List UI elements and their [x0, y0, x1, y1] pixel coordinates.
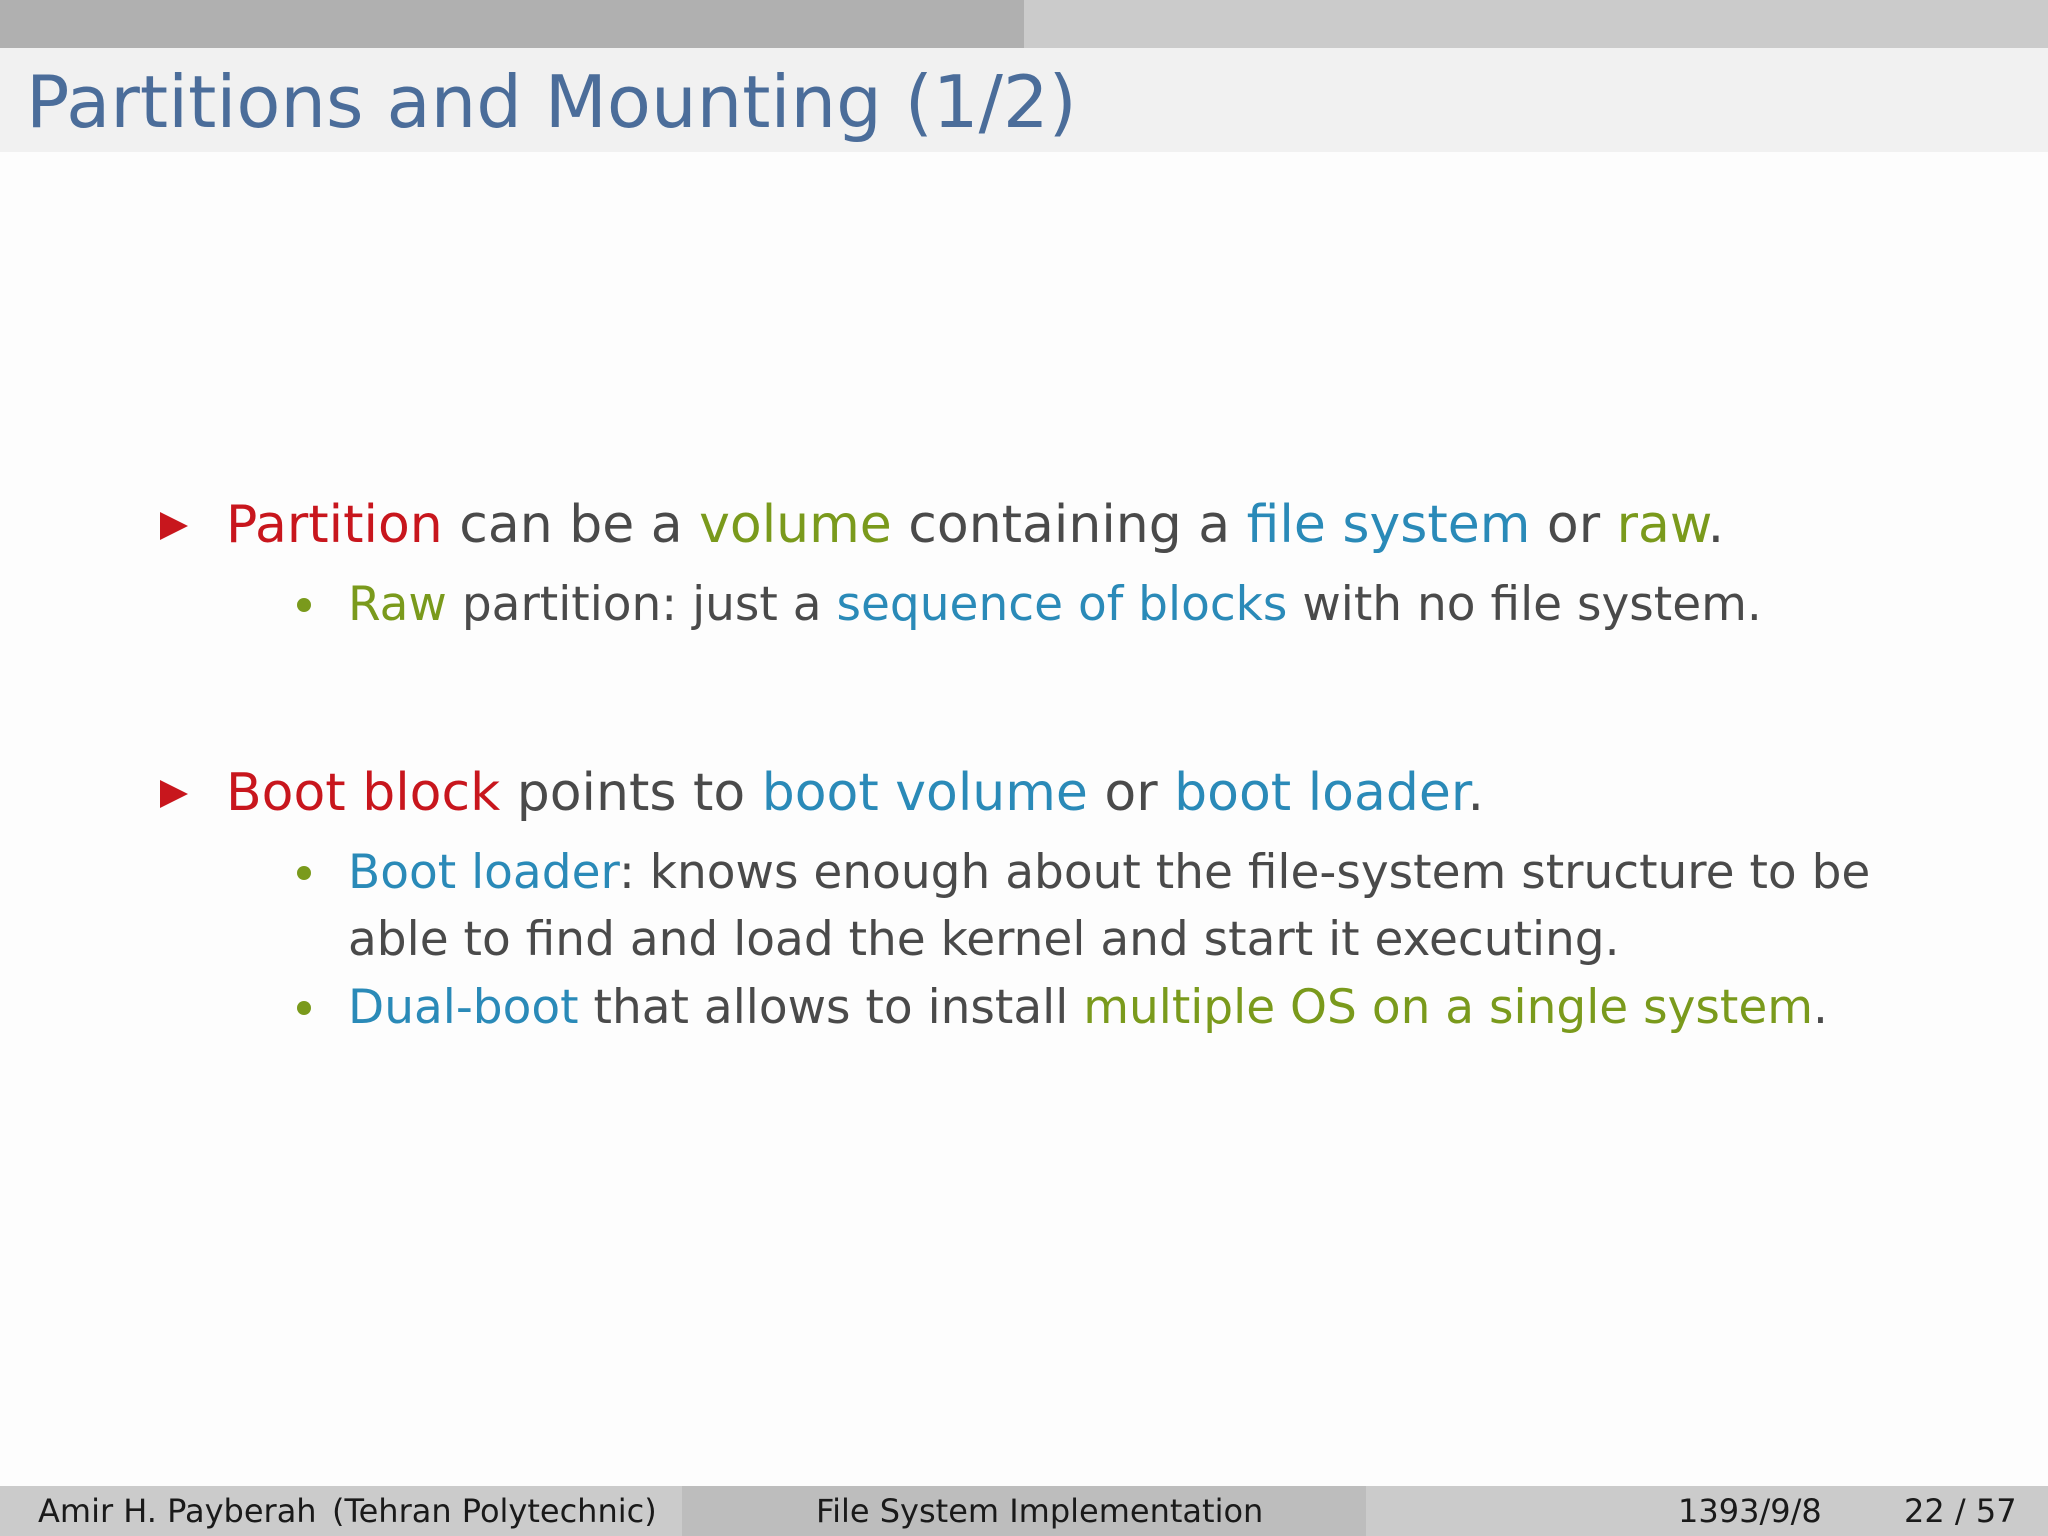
triangle-bullet-icon [160, 512, 188, 540]
bullet-partition [226, 490, 1724, 560]
bullet-text: with no file system. [1287, 577, 1762, 632]
term-boot-loader: Boot loader [348, 845, 619, 900]
bullet-text: or [1087, 763, 1175, 823]
term-sequence-of-blocks: sequence of blocks [836, 577, 1288, 632]
page-title: Partitions and Mounting (1/2) [26, 60, 1077, 144]
term-raw: raw [1616, 495, 1708, 555]
sub-bullet-dual-boot [348, 976, 1828, 1040]
footer-author: Amir H. Payberah [38, 1492, 317, 1530]
bullet-text: points to [500, 763, 762, 823]
bullet-text: . [1467, 763, 1484, 823]
term-boot-volume: boot volume [761, 763, 1088, 823]
dot-bullet-icon [297, 1001, 311, 1015]
footer-author-section [0, 1486, 682, 1536]
bullet-text: containing a [891, 495, 1247, 555]
footer-meta-section [1366, 1486, 2048, 1536]
bullet-text: . [1707, 495, 1725, 555]
term-boot-loader: boot loader [1174, 763, 1468, 823]
term-dual-boot: Dual-boot [348, 980, 579, 1035]
footer-topic-section [682, 1486, 1366, 1536]
dot-bullet-icon [297, 598, 311, 612]
term-partition: Partition [226, 495, 443, 555]
bullet-text: or [1530, 495, 1617, 555]
sub-bullet-raw-partition [348, 573, 1762, 637]
term-volume: volume [699, 495, 892, 555]
top-bar-section-left [0, 0, 1024, 48]
bullet-text: able to find and load the kernel and start it executing. [348, 912, 1620, 967]
bullet-text: partition: just a [446, 577, 837, 632]
sub-bullet-boot-loader-line1 [348, 841, 1870, 905]
footer-page-number: 22 / 57 [1904, 1492, 2017, 1530]
top-navigation-bar [0, 0, 2048, 48]
bullet-boot-block [226, 758, 1484, 828]
slide-footer [0, 1486, 2048, 1536]
term-raw: Raw [348, 577, 447, 632]
bullet-text: can be a [442, 495, 700, 555]
sub-bullet-boot-loader-line2 [348, 908, 1620, 972]
term-file-system: file system [1246, 495, 1531, 555]
footer-institution: (Tehran Polytechnic) [332, 1492, 657, 1530]
bullet-text: : knows enough about the file-system structure to be [618, 845, 1871, 900]
triangle-bullet-icon [160, 780, 188, 808]
bullet-text: that allows to install [578, 980, 1084, 1035]
footer-date: 1393/9/8 [1678, 1492, 1822, 1530]
dot-bullet-icon [297, 866, 311, 880]
footer-topic: File System Implementation [816, 1492, 1264, 1530]
term-boot-block: Boot block [226, 763, 501, 823]
term-multiple-os: multiple OS on a single system [1083, 980, 1814, 1035]
bullet-text: . [1813, 980, 1828, 1035]
